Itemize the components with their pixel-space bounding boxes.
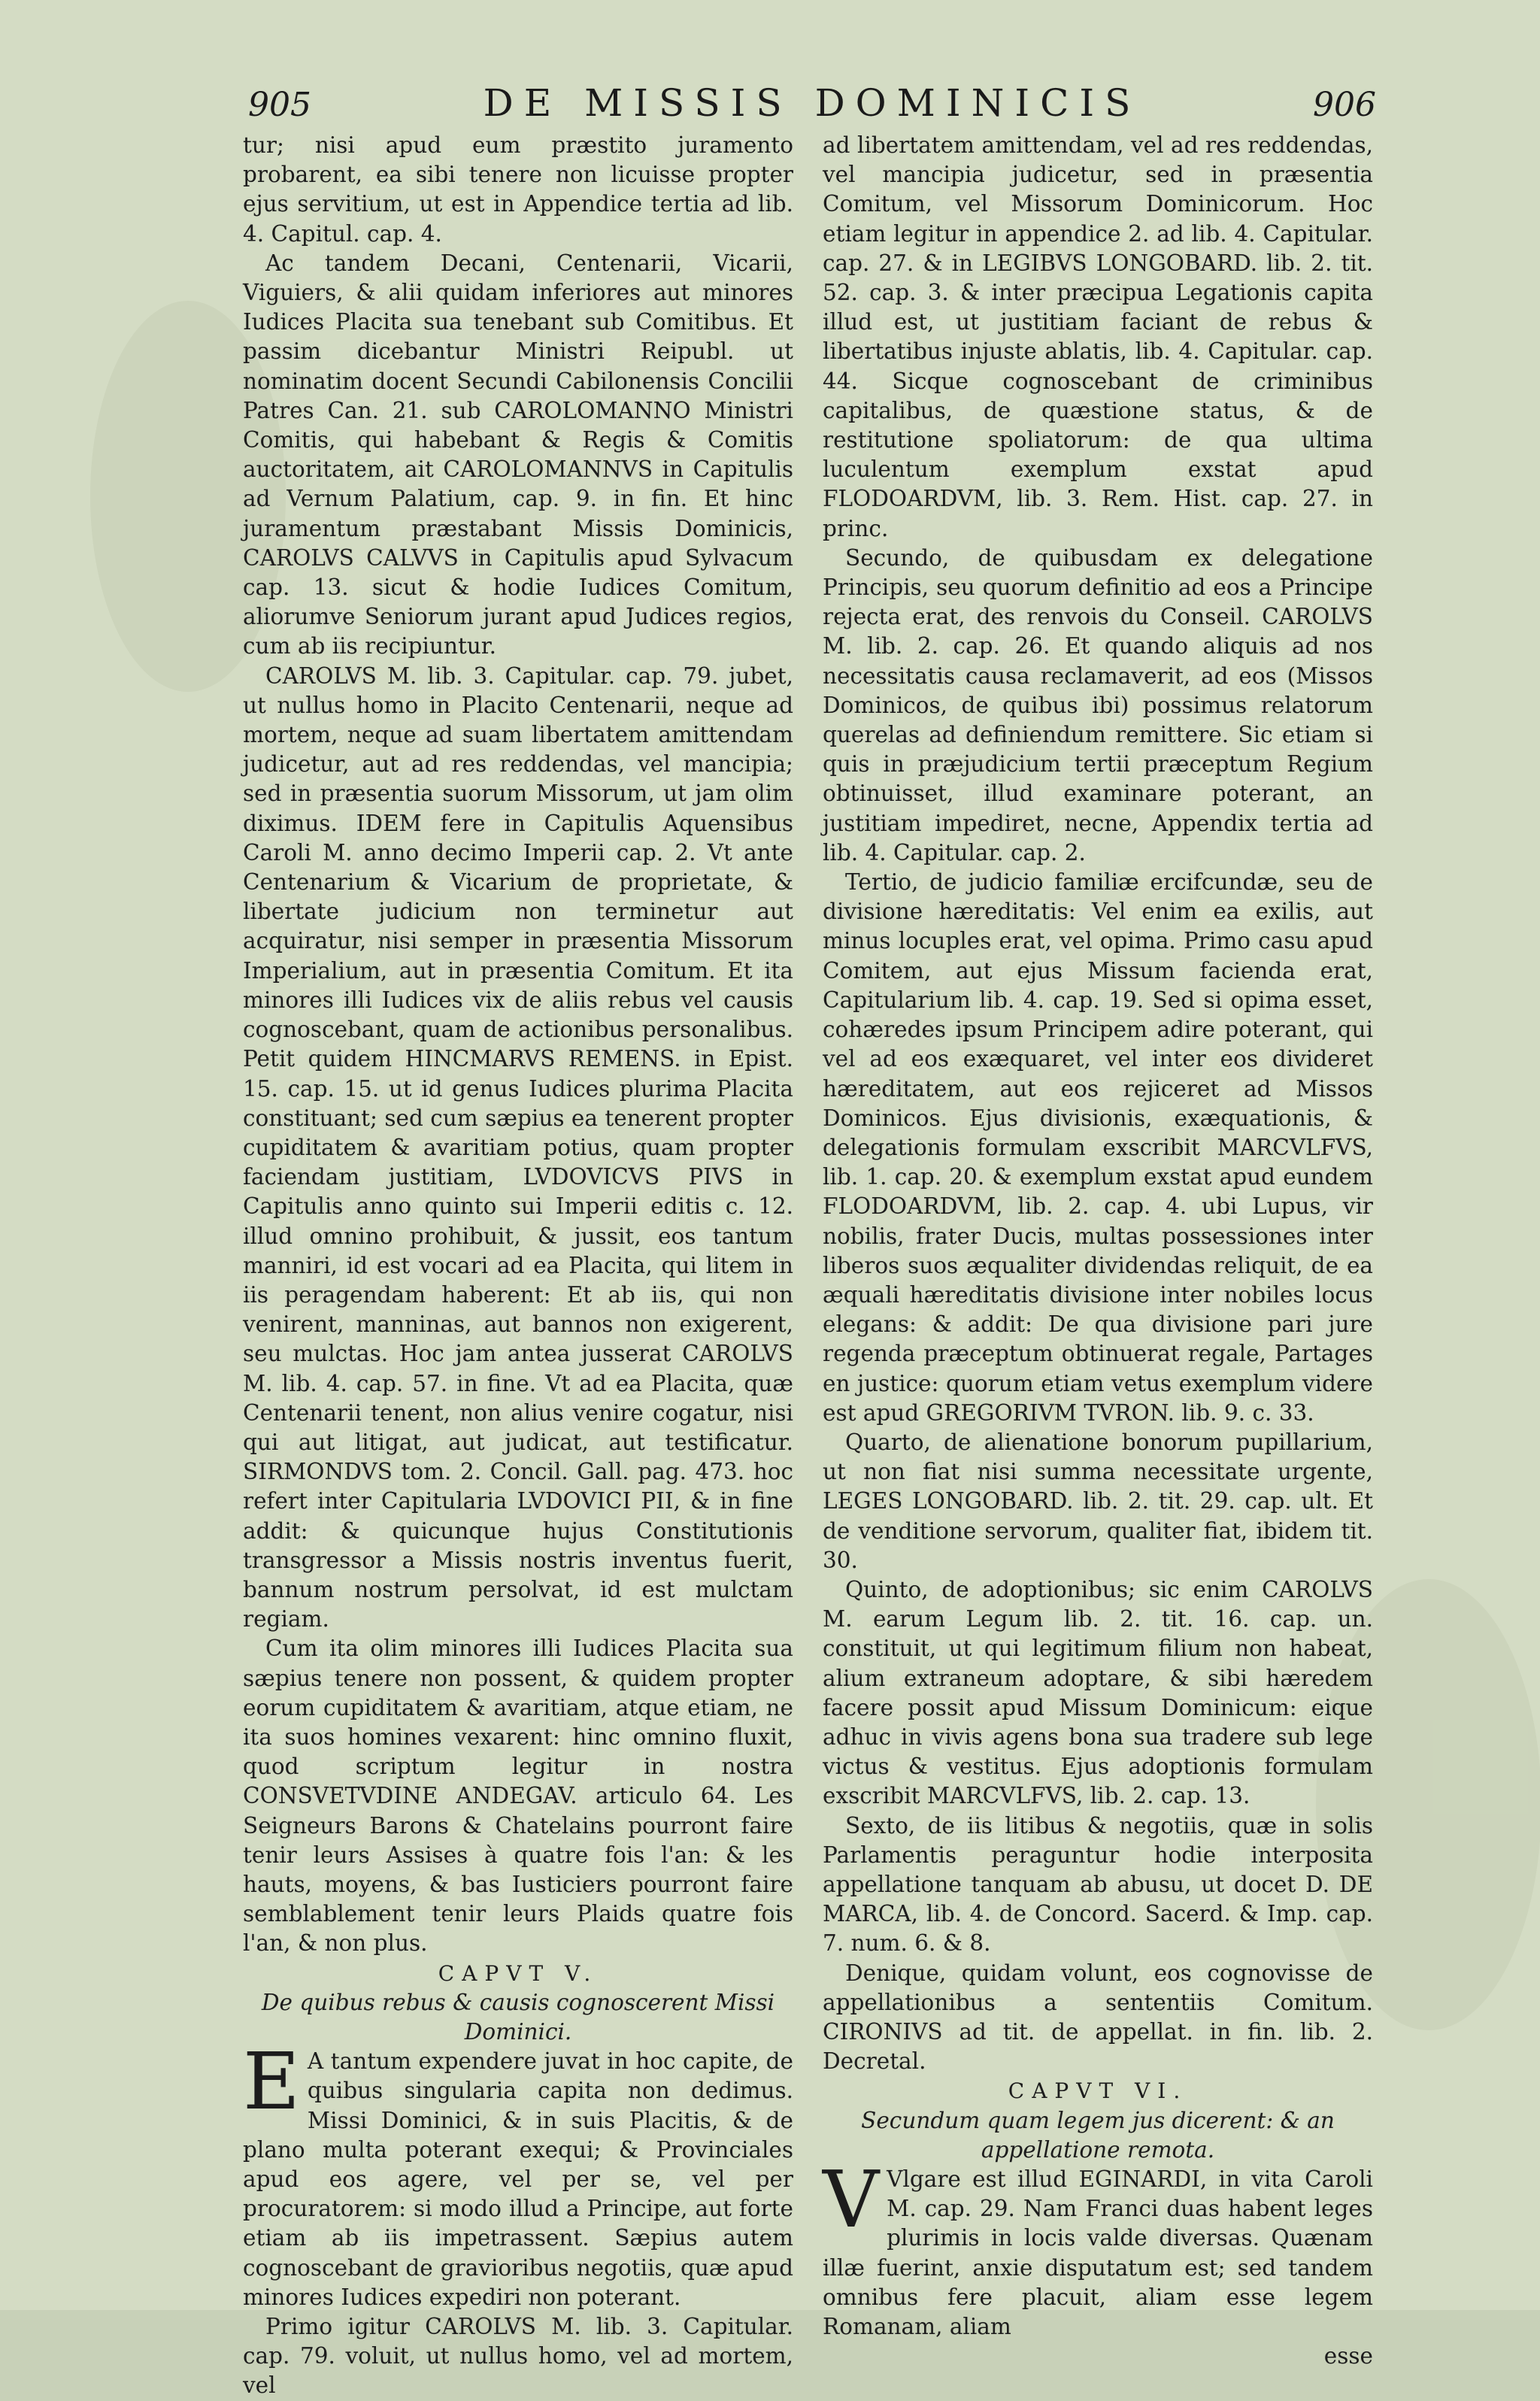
paragraph: Primo igitur CAROLVS M. lib. 3. Capitular. cap. 79. voluit, ut nullus homo, vel ad mortem, vel — [243, 2314, 793, 2399]
paragraph: Sexto, de iis litibus & negotiis, quæ in solis Parlamentis peraguntur hodie interposita appellatione tanquam ab abusu, ut docet D. DE MARCA, lib. 4. de Concord. Sacerd. & Imp. cap. 7. num. 6. & 8. — [823, 1812, 1373, 1957]
right-column — [823, 131, 1373, 2371]
paragraph: Tertio, de judicio familiæ ercifcundæ, seu de divisione hæreditatis: Vel enim ea exilis, aut minus locuples erat, vel opima. Primo casu apud Comitem, aut ejus Missum facienda erat, Capitularium lib. 4. cap. 19. Sed si opima esset, cohæredes ipsum Principem adire poterant, qui vel ad eos exæquaret, vel inter eos divideret hæreditatem, aut eos rejiceret ad Missos Dominicos. Ejus divisionis, exæquationis, & delegationis formulam exscribit MARCVLFVS, lib. 1. cap. 20. & exemplum exstat apud eundem FLODOARDVM, lib. 2. cap. 4. ubi Lupus, vir nobilis, frater Ducis, multas possessiones inter liberos suos æqualiter dividendas reliquit, de ea æquali hæreditatis divisione inter nobiles locus elegans: & addit: De qua divisione pari jure regenda præceptum obtinuerat regale, Partages en justice: quorum etiam vetus exemplum videre est apud GREGORIVM TVRON. lib. 9. c. 33. — [823, 869, 1373, 1426]
page-number-left: 905 — [248, 86, 311, 124]
chapter-subtitle: Secundum quam legem jus dicerent: & an appellatione remota. — [861, 2107, 1335, 2163]
paragraph: Quarto, de alienatione bonorum pupillarium, ut non fiat nisi summa necessitate urgente, LEGES LONGOBARD. lib. 2. tit. 29. cap. ult. Et de venditione servorum, qualiter fiat, ibidem tit. 30. — [823, 1429, 1373, 1573]
chapter-heading: CAPVT VI. — [1008, 2078, 1188, 2104]
paragraph: Cum ita olim minores illi Iudices Placita sua sæpius tenere non possent, & quidem propter eorum cupiditatem & avaritiam, atque etiam, ne ita suos homines vexarent: hinc omnino fluxit, quod scriptum legitur in nostra CONSVETVDINE ANDEGAV. articulo 64. Les Seigneurs Barons & Chatelains pourront faire tenir leurs Assises à quatre fois l'an: & les hauts, moyens, & bas Iusticiers pourront faire semblablement tenir leurs Plaids quatre fois l'an, & non plus. — [243, 1636, 793, 1957]
drop-cap: V — [823, 2154, 880, 2246]
paragraph: Secundo, de quibusdam ex delegatione Principis, seu quorum definitio ad eos a Principe rejecta erat, des renvois du Conseil. CAROLVS M. lib. 2. cap. 26. Et quando aliquis ad nos necessitatis causa reclamaverit, ad eos (Missos Dominicos, de quibus ibi) possimus relatorum querelas ad definiendum remittere. Sic etiam si quis in præjudicium tertii præceptum Regium obtinuisset, illud examinare poterant, an justitiam impediret, necne, Appendix tertia ad lib. 4. Capitular. cap. 2. — [823, 544, 1373, 866]
paragraph: Quinto, de adoptionibus; sic enim CAROLVS M. earum Legum lib. 2. tit. 16. cap. un. constituit, ut qui legitimum filium non habeat, alium extraneum adoptare, & sibi hæredem facere possit apud Missum Dominicum: eique adhuc in vivis agens bona sua tradere sub lege victus & vestitus. Ejus adoptionis formulam exscribit MARCVLFVS, lib. 2. cap. 13. — [823, 1576, 1373, 1809]
paragraph: tur; nisi apud eum præstito juramento probarent, ea sibi tenere non licuisse propter ejus servitium, ut est in Appendice tertia ad lib. 4. Capitul. cap. 4. — [243, 132, 793, 247]
paragraph: ad libertatem amittendam, vel ad res reddendas, vel mancipia judicetur, sed in præsentia Comitum, vel Missorum Dominicorum. Hoc etiam legitur in appendice 2. ad lib. 4. Capitular. cap. 27. & in LEGIBVS LONGOBARD. lib. 2. tit. 52. cap. 3. & inter præcipua Legationis capita illud est, ut justitiam faciant de rebus & libertatibus injuste ablatis, lib. 4. Capitular. cap. 44. Sicque cognoscebant de criminibus capitalibus, de quæstione status, & de restitutione spoliatorum: de qua ultima luculentum exemplum exstat apud FLODOARDVM, lib. 3. Rem. Hist. cap. 27. in princ. — [823, 132, 1373, 541]
paragraph — [243, 2036, 793, 2312]
left-column — [243, 131, 793, 2401]
paragraph: CAROLVS M. lib. 3. Capitular. cap. 79. jubet, ut nullus homo in Placito Centenarii, neque ad mortem, neque ad suam libertatem amittendam judicetur, aut ad res reddendas, vel mancipia; sed in præsentia suorum Missorum, ut jam olim diximus. IDEM fere in Capitulis Aquensibus Caroli M. anno decimo Imperii cap. 2. Vt ante Centenarium & Vicarium de proprietate, & libertate judicium non terminetur aut acquiratur, nisi semper in præsentia Missorum Imperialium, aut in præsentia Comitum. Et ita minores illi Iudices vix de aliis rebus vel causis cognoscebant, quam de actionibus personalibus. Petit quidem HINCMARVS REMENS. in Epist. 15. cap. 15. ut id genus Iudices plurima Placita constituant; sed cum sæpius ea tenerent propter cupiditatem & avaritiam potius, quam propter faciendam justitiam, LVDOVICVS PIVS in Capitulis anno quinto sui Imperii editis c. 12. illud omnino prohibuit, & jussit, eos tantum manniri, id est vocari ad ea Placita, qui litem in iis peragendam haberent: Et ab iis, qui non venirent, manninas, aut bannos non exigerent, seu mulctas. Hoc jam antea jusserat CAROLVS M. lib. 4. cap. 57. in fine. Vt ad ea Placita, quæ Centenarii tenent, non alius venire cogatur, nisi qui aut litigat, aut judicat, aut testificatur. SIRMONDVS tom. 2. Concil. Gall. pag. 473. hoc refert inter Capitularia LVDOVICI PII, & in fine addit: & quicunque hujus Constitutionis transgressor a Missis nostris inventus fuerit, bannum nostrum persolvat, id est mulctam regiam. — [243, 662, 793, 1632]
page-number-right: 906 — [1313, 86, 1376, 124]
paragraph: Ac tandem Decani, Centenarii, Vicarii, Viguiers, & alii quidam inferiores aut minores Iudices Placita sua tenebant sub Comitibus. Et passim dicebantur Ministri Reipubl. ut nominatim docent Secundi Cabilonensis Concilii Patres Can. 21. sub CAROLOMANNO Ministri Comitis, qui habebant & Regis & Comitis auctoritatem, ait CAROLOMANNVS in Capitulis ad Vernum Palatium, cap. 9. in fin. Et hinc juramentum præstabant Missis Dominicis, CAROLVS CALVVS in Capitulis apud Sylvacum cap. 13. sicut & hodie Iudices Comitum, aliorumve Seniorum jurant apud Judices regios, cum ab iis recipiuntur. — [243, 250, 793, 659]
drop-cap: E — [243, 2036, 300, 2128]
running-title: DE MISSIS DOMINICIS — [483, 81, 1141, 125]
chapter-heading: CAPVT V. — [438, 1960, 599, 1986]
paragraph: Denique, quidam volunt, eos cognovisse de appellationibus a sententiis Comitum. CIRONIVS ad tit. de appellat. in fin. lib. 2. Decretal. — [823, 1960, 1373, 2075]
catchword: esse — [1323, 2343, 1373, 2369]
paragraph — [823, 2154, 1373, 2342]
paragraph-text: A tantum expendere juvat in hoc capite, de quibus singularia capita non dedimus. Missi Dominici, & in suis Placitis, & de plano multa poterant exequi; & Provinciales apud eos agere, vel per se, vel per procuratorem: si modo illud a Principe, aut forte etiam ab iis impetrassent. Sæpius autem cognoscebant de gravioribus negotiis, quæ apud minores Iudices expediri non poterant. — [243, 2048, 793, 2310]
running-header — [226, 81, 1399, 134]
paragraph-text: Vlgare est illud EGINARDI, in vita Caroli M. cap. 29. Nam Franci duas habent leges plurimis in locis valde diversas. Quænam illæ fuerint, anxie disputatum est; sed tandem omnibus fere placuit, aliam esse legem Romanam, aliam — [823, 2166, 1373, 2340]
chapter-subtitle: De quibus rebus & causis cognoscerent Missi Dominici. — [261, 1989, 775, 2045]
